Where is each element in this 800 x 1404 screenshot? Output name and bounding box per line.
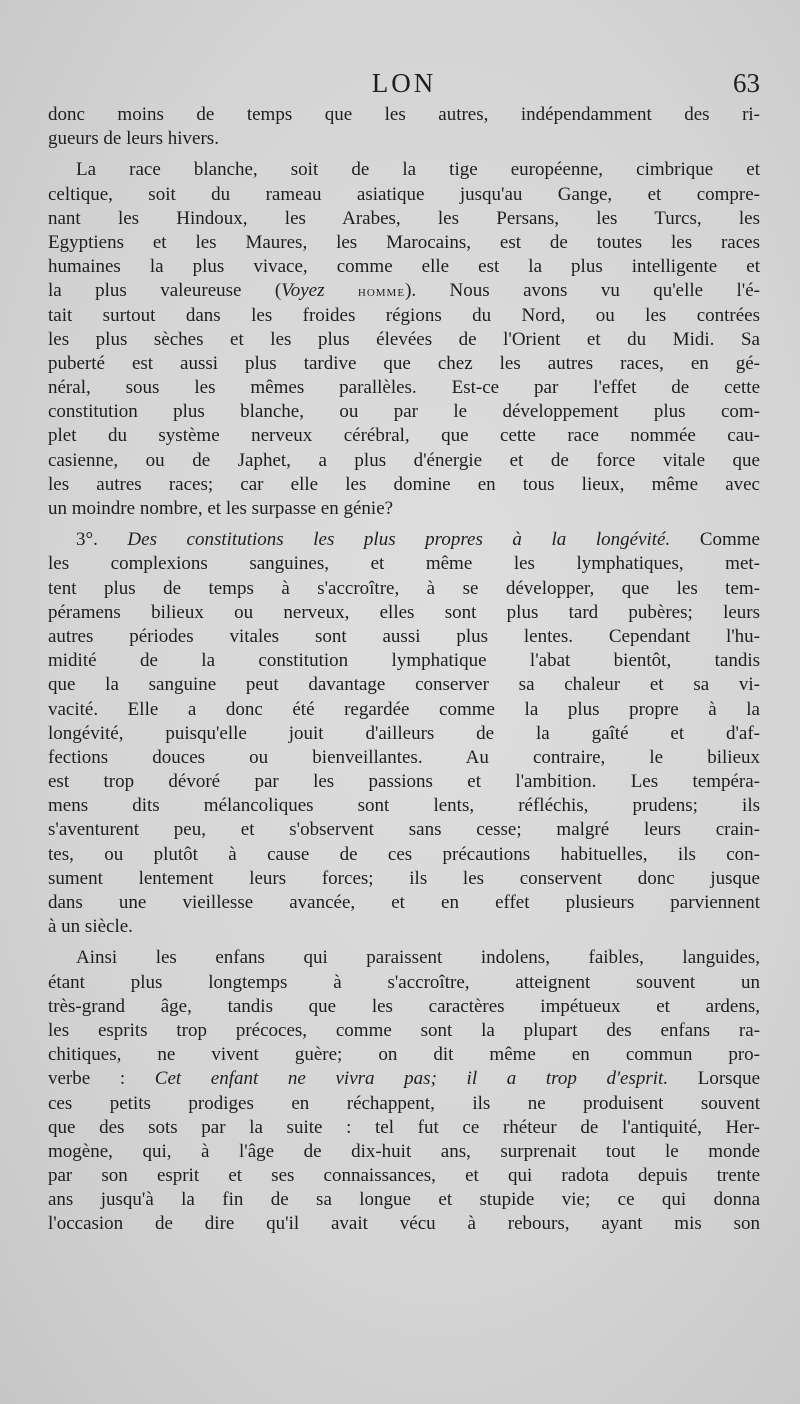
text-run: verbe : [48, 1068, 155, 1090]
text-line: nant les Hindoux, les Arabes, les Persans, les Turcs, les [48, 207, 760, 229]
text-line: chitiques, ne vivent guère; on dit même en commun pro- [48, 1044, 760, 1066]
text-line: vacité. Elle a donc été regardée comme la plus propre à la [48, 698, 760, 720]
italic-run: Voyez [281, 280, 325, 302]
cross-reference: homme [357, 283, 406, 301]
section-heading: Des constitutions les plus propres à la longévité. [127, 529, 671, 551]
text-line: est trop dévoré par les passions et l'ambition. Les tempéra- [48, 771, 760, 793]
text-line: étant plus longtemps à s'accroître, atteignent souvent un [48, 971, 760, 993]
text-run: ). Nous avons vu qu'elle l'é- [405, 280, 760, 302]
text-line: que la sanguine peut davantage conserver sa chaleur et sa vi- [48, 674, 760, 696]
text-line: humaines la plus vivace, comme elle est la plus intelligente et [48, 256, 760, 278]
text-line: les esprits trop précoces, comme sont la plupart des enfans ra- [48, 1019, 760, 1041]
text-line: fections douces ou bienveillantes. Au contraire, le bilieux [48, 746, 760, 768]
text-line: midité de la constitution lymphatique l'abat bientôt, tandis [48, 650, 760, 672]
body-text [48, 103, 760, 1237]
text-line: tait surtout dans les froides régions du Nord, ou les contrées [48, 304, 760, 326]
text-line: celtique, soit du rameau asiatique jusqu'au Gange, et compre- [48, 183, 760, 205]
text-line: ans jusqu'à la fin de sa longue et stupide vie; ce qui donna [48, 1189, 760, 1211]
section-number: 3°. [76, 529, 128, 551]
page-header [48, 68, 760, 104]
text-line: néral, sous les mêmes parallèles. Est-ce par l'effet de cette [48, 377, 760, 399]
paragraph [48, 103, 760, 151]
text-line: s'aventurent peu, et s'observent sans cesse; malgré leurs crain- [48, 819, 760, 841]
text-line: casienne, ou de Japhet, a plus d'énergie et de force vitale que [48, 449, 760, 471]
text-line: les plus sèches et les plus élevées de l'Orient et du Midi. Sa [48, 328, 760, 350]
text-line [48, 1067, 760, 1091]
text-line: les autres races; car elle les domine en tous lieux, même avec [48, 473, 760, 495]
text-line: sument lentement leurs forces; ils les conservent donc jusque [48, 867, 760, 889]
text-line: les complexions sanguines, et même les lymphatiques, met- [48, 553, 760, 575]
text-line: que des sots par la suite : tel fut ce rhéteur de l'antiquité, Her- [48, 1116, 760, 1138]
text-run: la plus valeureuse ( [48, 280, 282, 302]
paragraph [48, 528, 760, 939]
text-line: mogène, qui, à l'âge de dix-huit ans, surprenait tout le monde [48, 1140, 760, 1162]
paragraph [48, 158, 760, 521]
text-line: autres périodes vitales sont aussi plus lentes. Cependant l'hu- [48, 625, 760, 647]
text-line: tes, ou plutôt à cause de ces précautions habituelles, ils con- [48, 843, 760, 865]
text-line: La race blanche, soit de la tige européenne, cimbrique et [76, 159, 760, 181]
text-line: tent plus de temps à s'accroître, à se développer, que les tem- [48, 577, 760, 599]
text-line: ces petits prodiges en réchappent, ils ne produisent souvent [48, 1092, 760, 1114]
proverb: Cet enfant ne vivra pas; il a trop d'esprit. [154, 1068, 669, 1090]
text-line: plet du système nerveux cérébral, que cette race nommée cau- [48, 425, 760, 447]
text-line: longévité, puisqu'elle jouit d'ailleurs de la gaîté et d'af- [48, 722, 760, 744]
text-run: Lorsque [668, 1068, 760, 1090]
text-line: gueurs de leurs hivers. [48, 128, 219, 150]
text-line: péramens bilieux ou nerveux, elles sont plus tard pubères; leurs [48, 601, 760, 623]
text-run: Comme [670, 529, 760, 551]
text-line [48, 528, 760, 552]
paragraph [48, 946, 760, 1236]
page-number: 63 [733, 68, 760, 98]
text-line: à un siècle. [48, 916, 133, 938]
text-line: Ainsi les enfans qui paraissent indolens, faibles, languides, [76, 947, 760, 969]
text-line: dans une vieillesse avancée, et en effet plusieurs parviennent [48, 892, 760, 913]
text-line: par son esprit et ses connaissances, et qui radota depuis trente [48, 1165, 760, 1187]
text-line: mens dits mélancoliques sont lents, réfléchis, prudens; ils [48, 795, 760, 817]
text-line: constitution plus blanche, ou par le développement plus com- [48, 401, 760, 423]
text-line: Egyptiens et les Maures, les Marocains, est de toutes les races [48, 231, 760, 253]
text-line: très-grand âge, tandis que les caractères impétueux et ardens, [48, 995, 760, 1017]
text-line [48, 279, 760, 303]
text-line: l'occasion de dire qu'il avait vécu à rebours, ayant mis son [48, 1213, 760, 1235]
text-line: puberté est aussi plus tardive que chez les autres races, en gé- [48, 352, 760, 374]
text-line: donc moins de temps que les autres, indépendamment des ri- [48, 104, 760, 125]
text-line: un moindre nombre, et les surpasse en génie? [48, 498, 394, 519]
running-head: LON [371, 68, 437, 98]
